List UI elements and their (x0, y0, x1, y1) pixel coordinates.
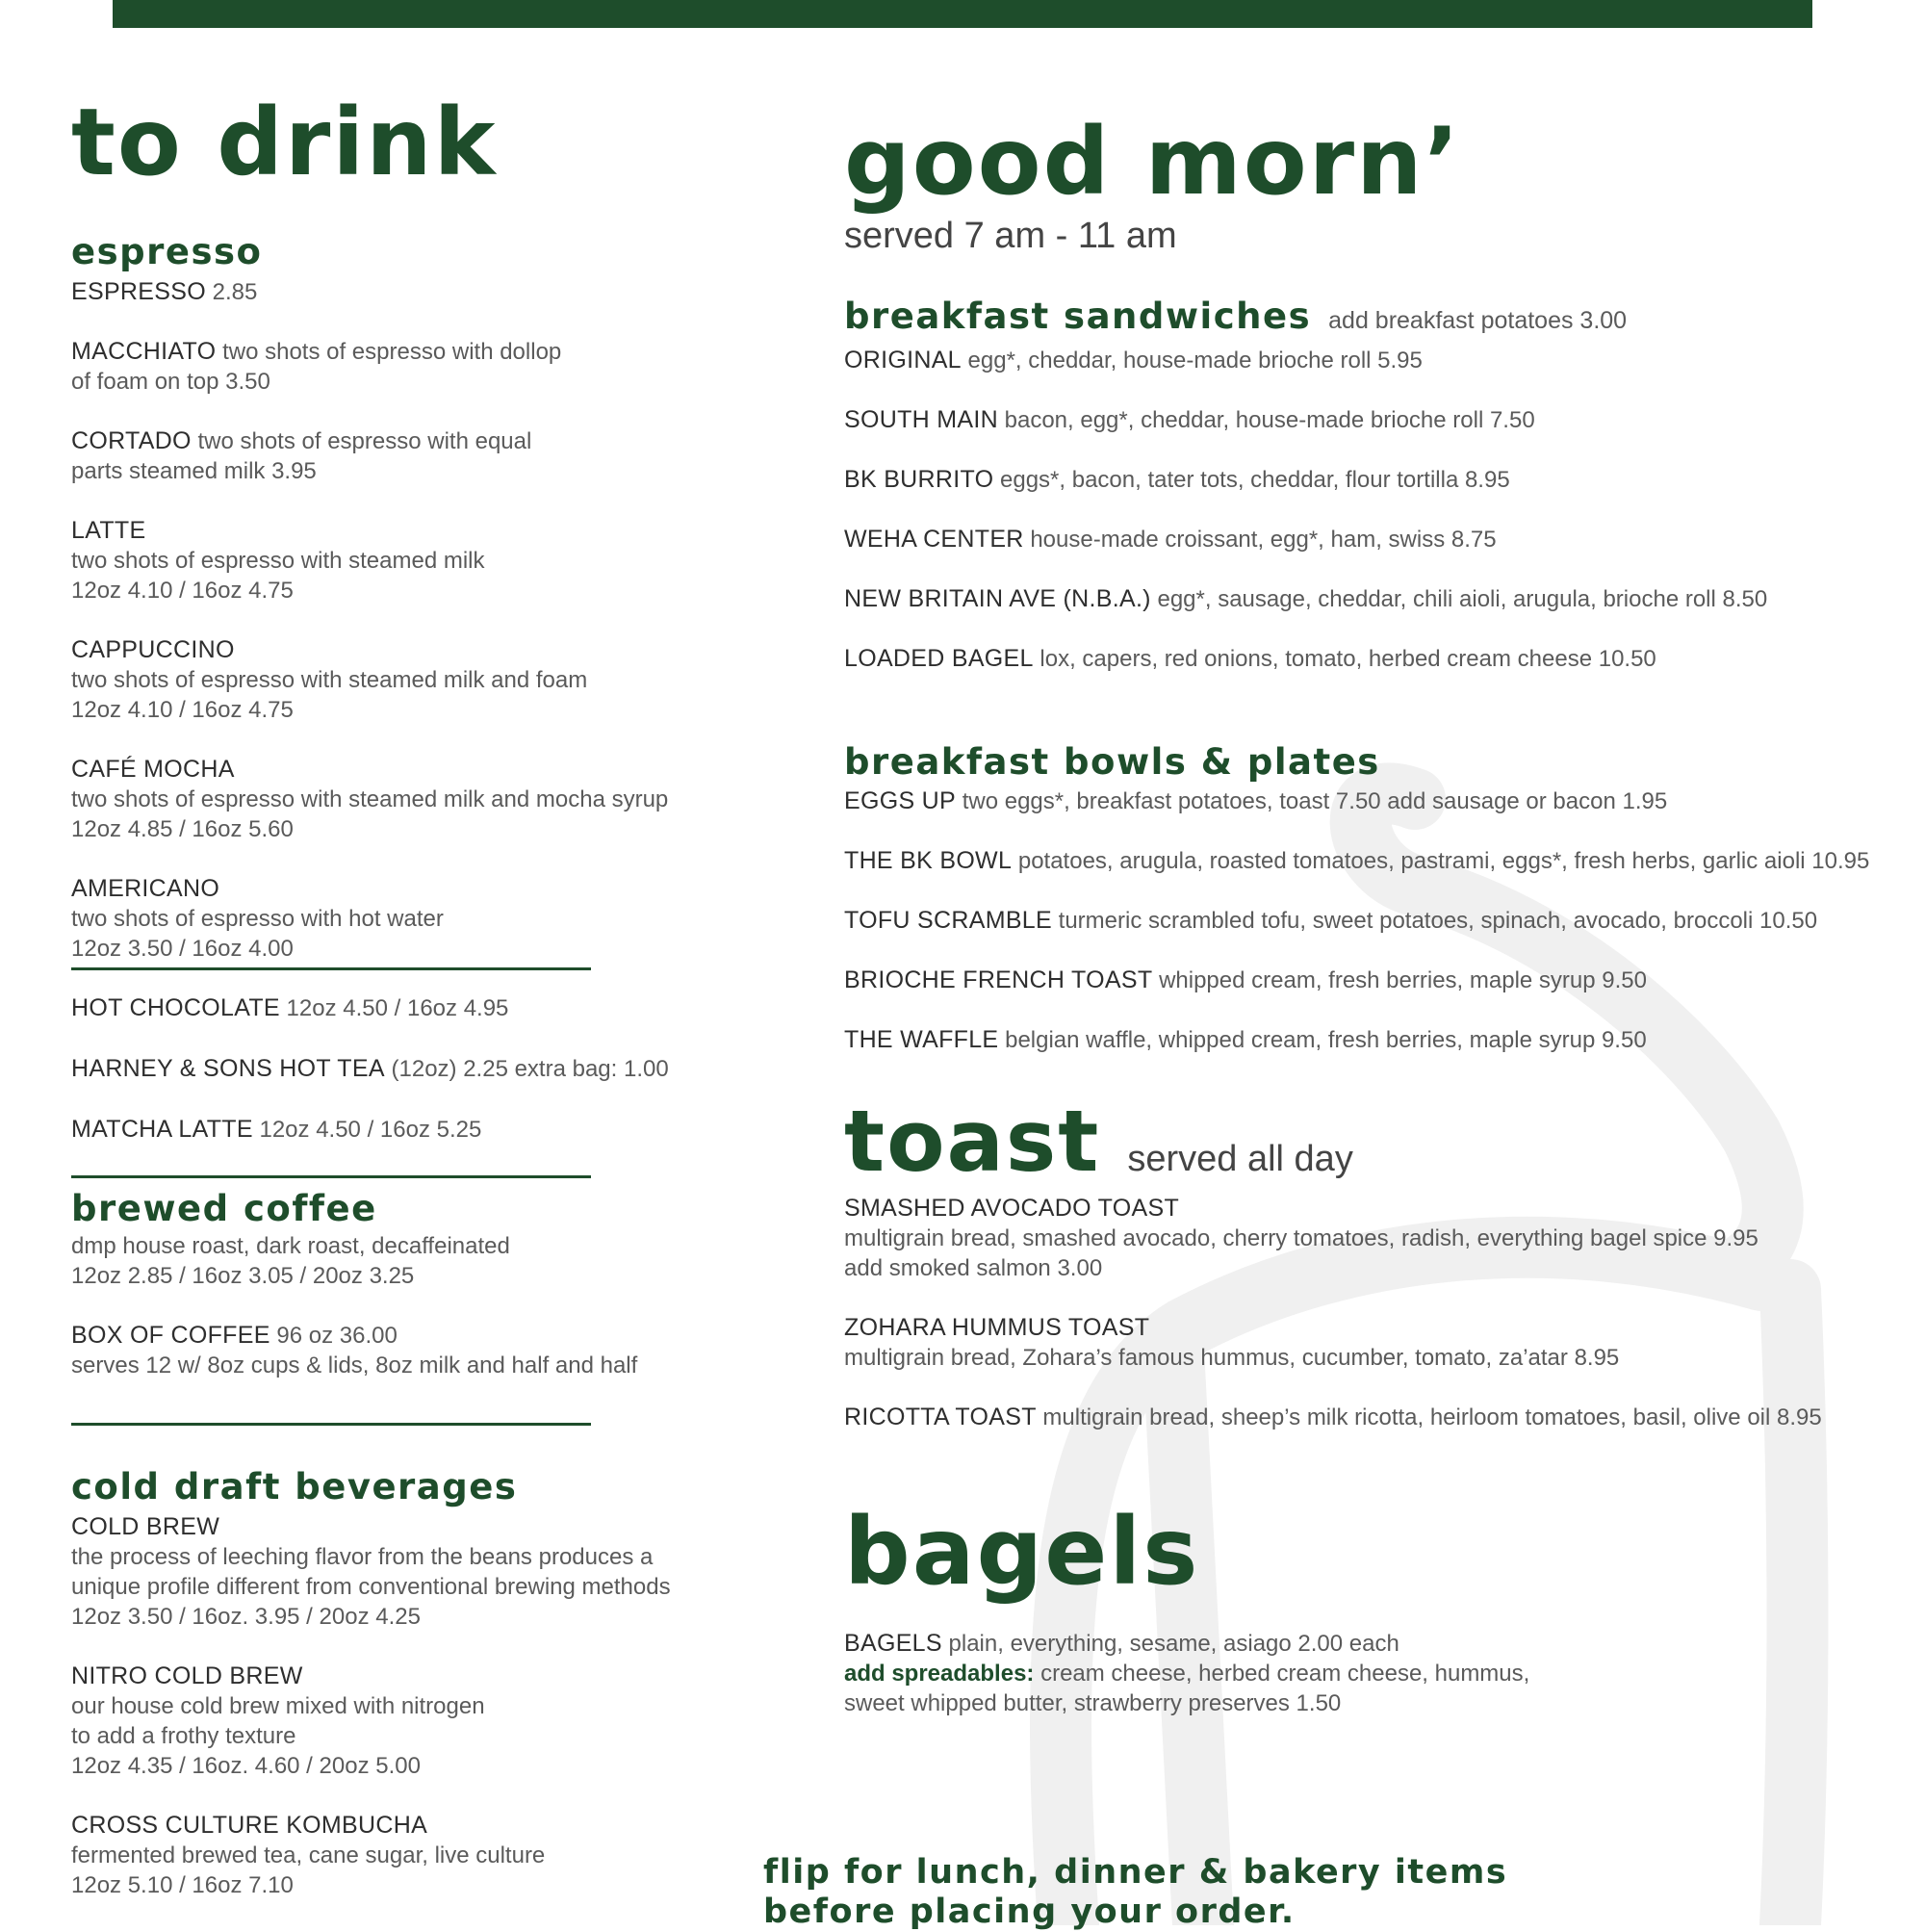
item-name: BAGELS (844, 1629, 942, 1657)
item-price: 12oz 4.10 / 16oz 4.75 (71, 578, 294, 605)
menu-item-waffle (844, 1025, 1912, 1055)
item-price: 12oz 3.50 / 16oz 4.00 (71, 936, 294, 963)
item-desc: two eggs*, breakfast potatoes, toast 7.50 add sausage or bacon 1.95 (956, 787, 1668, 814)
item-name: CAPPUCCINO (71, 636, 235, 664)
food-column (844, 108, 1912, 1718)
item-desc: egg*, sausage, cheddar, chili aioli, arugula, brioche roll 8.50 (1150, 586, 1768, 613)
item-name: NEW BRITAIN AVE (N.B.A.) (844, 585, 1151, 613)
item-name: CAFÉ MOCHA (71, 756, 235, 784)
menu-item-box-of-coffee (71, 1321, 745, 1380)
item-desc: turmeric scrambled tofu, sweet potatoes, spinach, avocado, broccoli 10.50 (1051, 907, 1818, 934)
item-desc: two shots of espresso with equal (191, 428, 532, 455)
item-price: 96 oz 36.00 (270, 1322, 398, 1349)
item-addon: add smoked salmon 3.00 (844, 1254, 1103, 1281)
espresso-heading: espresso (71, 231, 263, 272)
item-name: BOX OF COFFEE (71, 1321, 270, 1349)
menu-item-cappuccino (71, 635, 745, 725)
item-name: LOADED BAGEL (844, 645, 1034, 673)
item-price: 12oz 4.35 / 16oz. 4.60 / 20oz 5.00 (71, 1753, 421, 1780)
item-desc: two shots of espresso with steamed milk (71, 548, 485, 575)
item-price: 12oz 2.85 / 16oz 3.05 / 20oz 3.25 (71, 1262, 415, 1289)
item-desc-line2: of foam on top 3.50 (71, 369, 270, 396)
item-desc: multigrain bread, smashed avocado, cherry tomatoes, radish, everything bagel spice 9.95 (844, 1224, 1758, 1251)
menu-item-latte (71, 516, 745, 605)
menu-item-nitro-cold-brew (71, 1662, 745, 1781)
item-price: 12oz 3.50 / 16oz. 3.95 / 20oz 4.25 (71, 1604, 421, 1631)
item-name: THE WAFFLE (844, 1025, 999, 1053)
item-desc: dmp house roast, dark roast, decaffeinated (71, 1232, 510, 1259)
item-name: RICOTTA TOAST (844, 1403, 1037, 1430)
item-desc: two shots of espresso with dollop (216, 339, 562, 366)
sandwiches-heading-row (844, 296, 1912, 338)
menu-item-hot-chocolate (71, 993, 745, 1023)
item-name: CROSS CULTURE KOMBUCHA (71, 1812, 428, 1840)
menu-item-nba (844, 584, 1912, 614)
item-name: HARNEY & SONS HOT TEA (71, 1055, 385, 1083)
item-desc: our house cold brew mixed with nitrogen (71, 1693, 485, 1720)
item-desc: multigrain bread, sheep’s milk ricotta, heirloom tomatoes, basil, olive oil 8.95 (1036, 1404, 1822, 1430)
divider (71, 1175, 591, 1178)
item-desc: multigrain bread, Zohara’s famous hummus, cucumber, tomato, za’atar 8.95 (844, 1344, 1620, 1371)
item-desc: two shots of espresso with steamed milk and mocha syrup (71, 786, 669, 813)
item-name: ESPRESSO (71, 278, 206, 306)
item-price: (12oz) 2.25 extra bag: 1.00 (384, 1056, 669, 1083)
item-name: COLD BREW (71, 1513, 220, 1541)
menu-item-eggs-up (844, 786, 1912, 816)
item-desc: fermented brewed tea, cane sugar, live culture (71, 1842, 546, 1869)
item-price: 12oz 4.10 / 16oz 4.75 (71, 697, 294, 724)
item-desc: lox, capers, red onions, tomato, herbed cream cheese 10.50 (1033, 646, 1656, 673)
item-price: 12oz 4.85 / 16oz 5.60 (71, 816, 294, 843)
item-desc: belgian waffle, whipped cream, fresh berries, maple syrup 9.50 (998, 1026, 1647, 1053)
drink-column (71, 89, 745, 1900)
menu-item-cafe-mocha (71, 755, 745, 844)
divider (71, 1423, 591, 1426)
item-desc: unique profile different from conventional brewing methods (71, 1574, 671, 1601)
toast-title: toast (844, 1091, 1101, 1191)
good-morn-title: good morn’ (844, 108, 1461, 216)
item-desc: whipped cream, fresh berries, maple syrup 9.50 (1152, 966, 1647, 993)
item-name: AMERICANO (71, 875, 220, 903)
item-price: 12oz 4.50 / 16oz 4.95 (279, 995, 509, 1022)
item-name: CORTADO (71, 427, 192, 455)
item-desc: egg*, cheddar, house-made brioche roll 5.95 (961, 348, 1423, 374)
item-name: WEHA CENTER (844, 526, 1024, 554)
spreadables-desc: cream cheese, herbed cream cheese, hummus, (1034, 1660, 1530, 1687)
menu-item-tofu-scramble (844, 906, 1912, 936)
to-drink-title: to drink (71, 89, 498, 196)
breakfast-sandwiches-heading: breakfast sandwiches (844, 296, 1312, 337)
item-price: 2.85 (205, 279, 258, 306)
cold-draft-heading: cold draft beverages (71, 1465, 518, 1507)
item-name: TOFU SCRAMBLE (844, 906, 1052, 934)
menu-item-macchiato (71, 337, 745, 397)
item-name: EGGS UP (844, 786, 957, 814)
item-desc: to add a frothy texture (71, 1723, 296, 1750)
item-price: 12oz 4.50 / 16oz 5.25 (252, 1117, 482, 1144)
menu-item-weha-center (844, 525, 1912, 554)
flip-notice-line2: before placing your order. (763, 1893, 1296, 1931)
breakfast-bowls-heading: breakfast bowls & plates (844, 741, 1380, 784)
menu-item-original (844, 346, 1912, 375)
item-desc-line2: parts steamed milk 3.95 (71, 458, 317, 485)
item-desc: two shots of espresso with steamed milk and foam (71, 667, 588, 694)
menu-item-loaded-bagel (844, 644, 1912, 674)
item-desc: serves 12 w/ 8oz cups & lids, 8oz milk and half and half (71, 1352, 638, 1378)
item-desc: potatoes, arugula, roasted tomatoes, pastrami, eggs*, fresh herbs, garlic aioli 10.95 (1012, 847, 1870, 874)
menu-item-hummus-toast (844, 1313, 1912, 1373)
menu-item-ricotta-toast (844, 1403, 1912, 1432)
menu-item-bk-burrito (844, 465, 1912, 495)
item-name: MACCHIATO (71, 338, 217, 366)
flip-notice-line1: flip for lunch, dinner & bakery items (763, 1853, 1508, 1892)
item-name: ORIGINAL (844, 347, 962, 374)
item-desc: eggs*, bacon, tater tots, cheddar, flour tortilla 8.95 (993, 467, 1510, 494)
brewed-coffee-heading: brewed coffee (71, 1188, 377, 1230)
item-name: SMASHED AVOCADO TOAST (844, 1194, 1180, 1222)
item-name: HOT CHOCOLATE (71, 994, 280, 1022)
item-desc: two shots of espresso with hot water (71, 906, 444, 933)
item-name: MATCHA LATTE (71, 1116, 253, 1144)
menu-item-kombucha (71, 1811, 745, 1900)
brewed-coffee-desc (71, 1231, 745, 1291)
menu-item-french-toast (844, 966, 1912, 995)
toast-served: served all day (1127, 1138, 1353, 1179)
item-desc: house-made croissant, egg*, ham, swiss 8.75 (1023, 527, 1497, 554)
divider (71, 967, 591, 970)
menu-item-espresso (71, 277, 745, 307)
item-name: SOUTH MAIN (844, 406, 998, 434)
item-name: BRIOCHE FRENCH TOAST (844, 966, 1153, 993)
flip-notice (763, 1853, 1507, 1932)
bagels-title: bagels (844, 1497, 1200, 1606)
item-name: LATTE (71, 517, 146, 545)
sandwiches-note: add breakfast potatoes 3.00 (1328, 307, 1628, 334)
menu-item-americano (71, 874, 745, 964)
item-desc: the process of leeching flavor from the beans produces a (71, 1544, 654, 1571)
spreadables-label: add spreadables: (844, 1660, 1035, 1687)
item-name: THE BK BOWL (844, 846, 1013, 874)
served-hours: served 7 am - 11 am (844, 216, 1177, 256)
item-name: ZOHARA HUMMUS TOAST (844, 1313, 1150, 1341)
item-price: 12oz 5.10 / 16oz 7.10 (71, 1872, 294, 1899)
menu-item-cortado (71, 426, 745, 486)
menu-item-avocado-toast (844, 1194, 1912, 1283)
menu-item-matcha-latte (71, 1115, 745, 1145)
menu-item-bk-bowl (844, 846, 1912, 876)
item-desc: bacon, egg*, cheddar, house-made brioche roll 7.50 (997, 407, 1535, 434)
item-name: NITRO COLD BREW (71, 1662, 303, 1690)
menu-item-hot-tea (71, 1054, 745, 1084)
menu-item-cold-brew (71, 1512, 745, 1632)
menu-item-south-main (844, 405, 1912, 435)
spreadables-desc-line2: sweet whipped butter, strawberry preserves 1.50 (844, 1689, 1342, 1716)
item-name: BK BURRITO (844, 466, 994, 494)
menu-item-bagels (844, 1629, 1912, 1718)
toast-heading-row (844, 1091, 1912, 1191)
item-desc: plain, everything, sesame, asiago 2.00 each (941, 1630, 1399, 1657)
